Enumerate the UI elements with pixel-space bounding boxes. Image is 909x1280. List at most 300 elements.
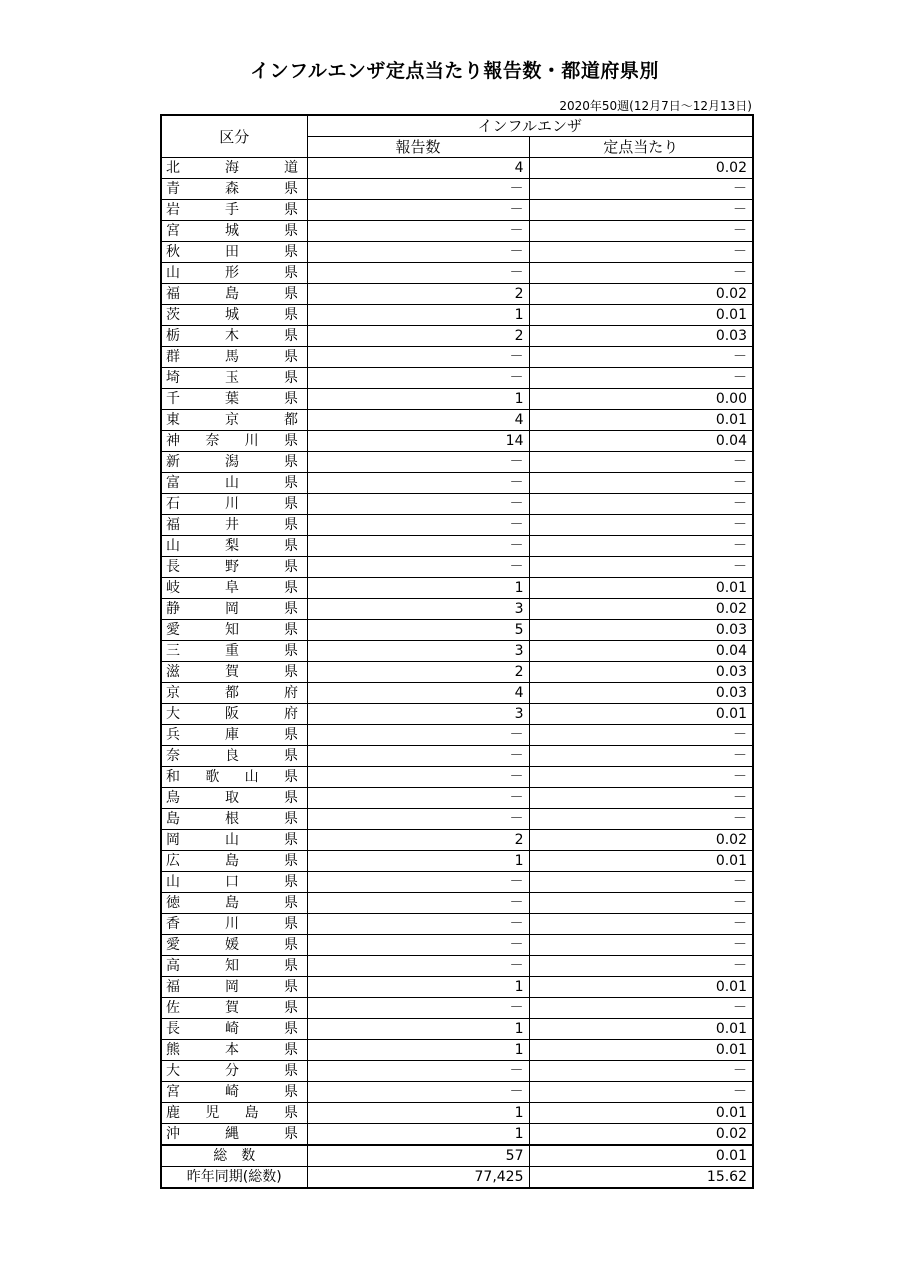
table-row	[161, 914, 753, 935]
prefecture-char: 知	[225, 622, 239, 638]
per-sentinel-cell: －	[529, 494, 753, 515]
prefecture-char: 県	[284, 853, 298, 869]
per-sentinel-cell: 0.03	[529, 326, 753, 347]
per-sentinel-cell: 0.02	[529, 284, 753, 305]
table-row	[161, 725, 753, 746]
table-row	[161, 977, 753, 998]
table-row	[161, 536, 753, 557]
per-sentinel-cell: 0.01	[529, 305, 753, 326]
prefecture-char: 賀	[225, 664, 239, 680]
prefecture-name	[161, 872, 307, 893]
table-row	[161, 431, 753, 452]
prefecture-char: 県	[284, 391, 298, 407]
prefecture-char: 歌	[205, 769, 220, 785]
reports-cell: －	[307, 221, 529, 242]
prefecture-char: 玉	[225, 370, 239, 386]
prefecture-name	[161, 788, 307, 809]
reports-cell: －	[307, 788, 529, 809]
prefecture-char: 県	[284, 1042, 298, 1058]
prefecture-rows	[161, 158, 753, 1146]
prefecture-name	[161, 368, 307, 389]
prefecture-name	[161, 1103, 307, 1124]
header-category: 区分	[161, 115, 307, 158]
prefecture-char: 沖	[166, 1126, 180, 1142]
prefecture-char: 都	[225, 685, 239, 701]
prefecture-char: 城	[225, 307, 239, 323]
prefecture-name	[161, 809, 307, 830]
prefecture-char: 富	[166, 475, 180, 491]
prefecture-char: 兵	[166, 727, 180, 743]
prefecture-char: 県	[284, 349, 298, 365]
prefecture-name	[161, 452, 307, 473]
prefecture-char: 川	[244, 433, 259, 449]
prefecture-name	[161, 536, 307, 557]
table-row	[161, 893, 753, 914]
prefecture-name	[161, 557, 307, 578]
prefecture-name	[161, 242, 307, 263]
prefecture-char: 宮	[166, 223, 180, 239]
prefecture-char: 鳥	[166, 790, 180, 806]
reports-cell: －	[307, 347, 529, 368]
per-sentinel-cell: 0.01	[529, 1019, 753, 1040]
table-row	[161, 1019, 753, 1040]
prefecture-name	[161, 221, 307, 242]
per-sentinel-cell: －	[529, 809, 753, 830]
prefecture-char: 県	[284, 1021, 298, 1037]
prefecture-name	[161, 1061, 307, 1082]
table-row	[161, 1061, 753, 1082]
reports-cell: －	[307, 263, 529, 284]
prefecture-char: 川	[225, 916, 239, 932]
reports-cell: 2	[307, 830, 529, 851]
table-row	[161, 599, 753, 620]
prefecture-char: 重	[225, 643, 239, 659]
reports-cell: －	[307, 179, 529, 200]
table-row	[161, 809, 753, 830]
prefecture-char: 井	[225, 517, 239, 533]
per-sentinel-cell: －	[529, 998, 753, 1019]
table-row	[161, 830, 753, 851]
per-sentinel-cell: 0.04	[529, 641, 753, 662]
header-influenza: インフルエンザ	[307, 115, 753, 137]
prefecture-char: 栃	[166, 328, 180, 344]
prefecture-char: 宮	[166, 1084, 180, 1100]
reports-cell: －	[307, 746, 529, 767]
prefecture-char: 秋	[166, 244, 180, 260]
reports-cell: －	[307, 914, 529, 935]
prefecture-char: 県	[284, 475, 298, 491]
prefecture-name	[161, 683, 307, 704]
prefecture-char: 福	[166, 517, 180, 533]
prefecture-char: 埼	[166, 370, 180, 386]
table-row	[161, 998, 753, 1019]
last-year-row	[161, 1167, 753, 1189]
per-sentinel-cell: 0.03	[529, 683, 753, 704]
prefecture-char: 岡	[225, 979, 239, 995]
table-row	[161, 1124, 753, 1146]
prefecture-name	[161, 746, 307, 767]
prefecture-char: 奈	[166, 748, 180, 764]
prefecture-char: 長	[166, 1021, 180, 1037]
prefecture-char: 県	[284, 1000, 298, 1016]
reports-cell: －	[307, 998, 529, 1019]
prefecture-char: 県	[284, 265, 298, 281]
reports-cell: －	[307, 242, 529, 263]
prefecture-char: 三	[166, 643, 180, 659]
table-row	[161, 872, 753, 893]
prefecture-char: 県	[284, 580, 298, 596]
prefecture-char: 神	[166, 433, 180, 449]
prefecture-char: 山	[244, 769, 259, 785]
total-per-sentinel: 0.01	[529, 1145, 753, 1167]
per-sentinel-cell: －	[529, 221, 753, 242]
reports-cell: 1	[307, 305, 529, 326]
prefecture-name	[161, 767, 307, 788]
table-row	[161, 767, 753, 788]
table-row	[161, 221, 753, 242]
total-reports: 57	[307, 1145, 529, 1167]
table-row	[161, 515, 753, 536]
prefecture-char: 児	[205, 1105, 220, 1121]
last-year-reports: 77,425	[307, 1167, 529, 1189]
prefecture-char: 新	[166, 454, 180, 470]
table-row	[161, 1103, 753, 1124]
prefecture-name	[161, 305, 307, 326]
prefecture-char: 群	[166, 349, 180, 365]
table-row	[161, 746, 753, 767]
table-row	[161, 473, 753, 494]
per-sentinel-cell: 0.01	[529, 1040, 753, 1061]
prefecture-char: 県	[284, 1084, 298, 1100]
prefecture-char: 県	[284, 979, 298, 995]
reports-cell: 1	[307, 1040, 529, 1061]
reports-cell: －	[307, 809, 529, 830]
prefecture-char: 梨	[225, 538, 239, 554]
reports-cell: 3	[307, 704, 529, 725]
reports-cell: －	[307, 935, 529, 956]
table-row	[161, 242, 753, 263]
prefecture-char: 県	[284, 181, 298, 197]
prefecture-char: 田	[225, 244, 239, 260]
prefecture-char: 葉	[225, 391, 239, 407]
per-sentinel-cell: －	[529, 725, 753, 746]
reports-cell: －	[307, 452, 529, 473]
prefecture-char: 県	[284, 664, 298, 680]
prefecture-char: 和	[166, 769, 180, 785]
table-row	[161, 935, 753, 956]
prefecture-char: 海	[225, 160, 239, 176]
prefecture-char: 良	[225, 748, 239, 764]
prefecture-char: 県	[284, 874, 298, 890]
table-row	[161, 263, 753, 284]
prefecture-char: 山	[166, 265, 180, 281]
per-sentinel-cell: 0.01	[529, 851, 753, 872]
table-row	[161, 452, 753, 473]
prefecture-name	[161, 389, 307, 410]
prefecture-name	[161, 599, 307, 620]
reports-cell: 5	[307, 620, 529, 641]
prefecture-name	[161, 284, 307, 305]
prefecture-char: 都	[284, 412, 298, 428]
reports-cell: －	[307, 368, 529, 389]
prefecture-char: 県	[284, 895, 298, 911]
prefecture-char: 奈	[205, 433, 220, 449]
per-sentinel-cell: －	[529, 263, 753, 284]
prefecture-char: 県	[284, 622, 298, 638]
prefecture-char: 県	[284, 517, 298, 533]
page-title: インフルエンザ定点当たり報告数・都道府県別	[250, 60, 659, 82]
prefecture-char: 県	[283, 769, 298, 785]
prefecture-name	[161, 914, 307, 935]
prefecture-name	[161, 641, 307, 662]
prefecture-char: 岡	[225, 601, 239, 617]
per-sentinel-cell: 0.00	[529, 389, 753, 410]
prefecture-char: 分	[225, 1063, 239, 1079]
prefecture-name	[161, 998, 307, 1019]
prefecture-char: 県	[284, 328, 298, 344]
table-row	[161, 389, 753, 410]
prefecture-char: 賀	[225, 1000, 239, 1016]
prefecture-char: 大	[166, 706, 180, 722]
prefecture-char: 取	[225, 790, 239, 806]
header-per-sentinel: 定点当たり	[529, 137, 753, 158]
table-row	[161, 788, 753, 809]
header-reports: 報告数	[307, 137, 529, 158]
prefecture-char: 県	[284, 916, 298, 932]
table-row	[161, 704, 753, 725]
prefecture-char: 県	[284, 538, 298, 554]
table-row	[161, 662, 753, 683]
prefecture-char: 野	[225, 559, 239, 575]
per-sentinel-cell: －	[529, 1061, 753, 1082]
prefecture-name	[161, 725, 307, 746]
per-sentinel-cell: －	[529, 935, 753, 956]
prefecture-char: 道	[284, 160, 298, 176]
prefecture-char: 川	[225, 496, 239, 512]
per-sentinel-cell: 0.02	[529, 599, 753, 620]
per-sentinel-cell: －	[529, 1082, 753, 1103]
prefecture-char: 縄	[225, 1126, 239, 1142]
table-row	[161, 326, 753, 347]
prefecture-name	[161, 326, 307, 347]
reports-cell: 2	[307, 662, 529, 683]
prefecture-char: 島	[225, 286, 239, 302]
prefecture-char: 滋	[166, 664, 180, 680]
prefecture-name	[161, 851, 307, 872]
per-sentinel-cell: 0.01	[529, 977, 753, 998]
reports-cell: －	[307, 893, 529, 914]
last-year-per-sentinel: 15.62	[529, 1167, 753, 1189]
reports-cell: 3	[307, 641, 529, 662]
table-row	[161, 641, 753, 662]
prefecture-char: 京	[166, 685, 180, 701]
per-sentinel-cell: 0.02	[529, 830, 753, 851]
prefecture-char: 熊	[166, 1042, 180, 1058]
prefecture-char: 県	[284, 454, 298, 470]
prefecture-char: 愛	[166, 937, 180, 953]
prefecture-char: 県	[284, 244, 298, 260]
prefecture-char: 知	[225, 958, 239, 974]
prefecture-name	[161, 494, 307, 515]
prefecture-char: 森	[225, 181, 239, 197]
table-row	[161, 179, 753, 200]
per-sentinel-cell: －	[529, 179, 753, 200]
prefecture-name	[161, 893, 307, 914]
reports-cell: －	[307, 200, 529, 221]
table-row	[161, 284, 753, 305]
prefecture-char: 北	[166, 160, 180, 176]
reports-cell: 4	[307, 410, 529, 431]
prefecture-char: 愛	[166, 622, 180, 638]
table-row	[161, 410, 753, 431]
table-row	[161, 494, 753, 515]
prefecture-char: 馬	[225, 349, 239, 365]
table-row	[161, 1040, 753, 1061]
prefecture-char: 県	[284, 1063, 298, 1079]
prefecture-name	[161, 263, 307, 284]
prefecture-char: 県	[284, 559, 298, 575]
prefecture-char: 鹿	[166, 1105, 180, 1121]
prefecture-char: 木	[225, 328, 239, 344]
prefecture-name	[161, 473, 307, 494]
prefecture-char: 県	[284, 223, 298, 239]
prefecture-char: 高	[166, 958, 180, 974]
report-period: 2020年50週(12月7日～12月13日)	[559, 99, 752, 113]
reports-cell: －	[307, 872, 529, 893]
per-sentinel-cell: －	[529, 242, 753, 263]
prefecture-name	[161, 1082, 307, 1103]
prefecture-char: 京	[225, 412, 239, 428]
per-sentinel-cell: 0.03	[529, 620, 753, 641]
prefecture-char: 島	[244, 1105, 259, 1121]
prefecture-name	[161, 935, 307, 956]
prefecture-char: 福	[166, 286, 180, 302]
prefecture-char: 県	[284, 790, 298, 806]
prefecture-char: 県	[284, 937, 298, 953]
prefecture-char: 城	[225, 223, 239, 239]
prefecture-char: 島	[225, 895, 239, 911]
total-row	[161, 1145, 753, 1167]
prefecture-char: 府	[284, 685, 298, 701]
prefecture-name	[161, 347, 307, 368]
reports-cell: －	[307, 956, 529, 977]
reports-cell: 1	[307, 1124, 529, 1146]
last-year-label: 昨年同期(総数)	[161, 1167, 307, 1189]
reports-cell: －	[307, 536, 529, 557]
per-sentinel-cell: －	[529, 473, 753, 494]
reports-cell: －	[307, 473, 529, 494]
prefecture-name	[161, 1040, 307, 1061]
prefecture-char: 山	[166, 874, 180, 890]
prefecture-name	[161, 515, 307, 536]
prefecture-char: 府	[284, 706, 298, 722]
prefecture-char: 県	[284, 811, 298, 827]
per-sentinel-cell: 0.01	[529, 704, 753, 725]
reports-cell: 2	[307, 284, 529, 305]
reports-cell: －	[307, 1082, 529, 1103]
prefecture-name	[161, 1019, 307, 1040]
table-row	[161, 1082, 753, 1103]
prefecture-name	[161, 431, 307, 452]
per-sentinel-cell: －	[529, 767, 753, 788]
prefecture-char: 県	[284, 643, 298, 659]
per-sentinel-cell: －	[529, 347, 753, 368]
prefecture-name	[161, 179, 307, 200]
reports-cell: 1	[307, 389, 529, 410]
prefecture-char: 佐	[166, 1000, 180, 1016]
prefecture-char: 大	[166, 1063, 180, 1079]
per-sentinel-cell: －	[529, 788, 753, 809]
prefecture-char: 媛	[225, 937, 239, 953]
reports-cell: 4	[307, 683, 529, 704]
prefecture-char: 県	[284, 370, 298, 386]
prefecture-char: 県	[284, 832, 298, 848]
table-row	[161, 200, 753, 221]
prefecture-name	[161, 1124, 307, 1146]
prefecture-char: 根	[225, 811, 239, 827]
prefecture-char: 県	[284, 202, 298, 218]
reports-cell: －	[307, 515, 529, 536]
prefecture-char: 県	[283, 1105, 298, 1121]
table-row	[161, 305, 753, 326]
prefecture-char: 千	[166, 391, 180, 407]
reports-cell: 1	[307, 977, 529, 998]
prefecture-char: 本	[225, 1042, 239, 1058]
prefecture-name	[161, 956, 307, 977]
prefecture-char: 岩	[166, 202, 180, 218]
prefecture-char: 福	[166, 979, 180, 995]
reports-cell: 1	[307, 851, 529, 872]
per-sentinel-cell: －	[529, 536, 753, 557]
prefecture-char: 口	[225, 874, 239, 890]
per-sentinel-cell: －	[529, 557, 753, 578]
reports-cell: 4	[307, 158, 529, 179]
prefecture-char: 県	[284, 307, 298, 323]
prefecture-char: 島	[225, 853, 239, 869]
prefecture-name	[161, 830, 307, 851]
table-row	[161, 368, 753, 389]
reports-cell: 1	[307, 1103, 529, 1124]
prefecture-char: 山	[166, 538, 180, 554]
prefecture-char: 岐	[166, 580, 180, 596]
prefecture-char: 県	[284, 286, 298, 302]
per-sentinel-cell: 0.01	[529, 578, 753, 599]
table-row	[161, 620, 753, 641]
reports-cell: 2	[307, 326, 529, 347]
prefecture-char: 山	[225, 832, 239, 848]
reports-cell: 1	[307, 578, 529, 599]
prefecture-char: 香	[166, 916, 180, 932]
prefecture-char: 手	[225, 202, 239, 218]
prefecture-char: 県	[284, 748, 298, 764]
prefecture-char: 県	[284, 958, 298, 974]
table-row	[161, 347, 753, 368]
prefecture-char: 青	[166, 181, 180, 197]
table-row	[161, 683, 753, 704]
prefecture-name	[161, 158, 307, 179]
prefecture-char: 県	[284, 601, 298, 617]
reports-cell: －	[307, 557, 529, 578]
prefecture-name	[161, 977, 307, 998]
reports-cell: －	[307, 1061, 529, 1082]
reports-cell: 3	[307, 599, 529, 620]
reports-cell: －	[307, 767, 529, 788]
prefecture-char: 広	[166, 853, 180, 869]
per-sentinel-cell: 0.01	[529, 410, 753, 431]
prefecture-char: 庫	[225, 727, 239, 743]
prefecture-char: 形	[225, 265, 239, 281]
prefecture-char: 岡	[166, 832, 180, 848]
